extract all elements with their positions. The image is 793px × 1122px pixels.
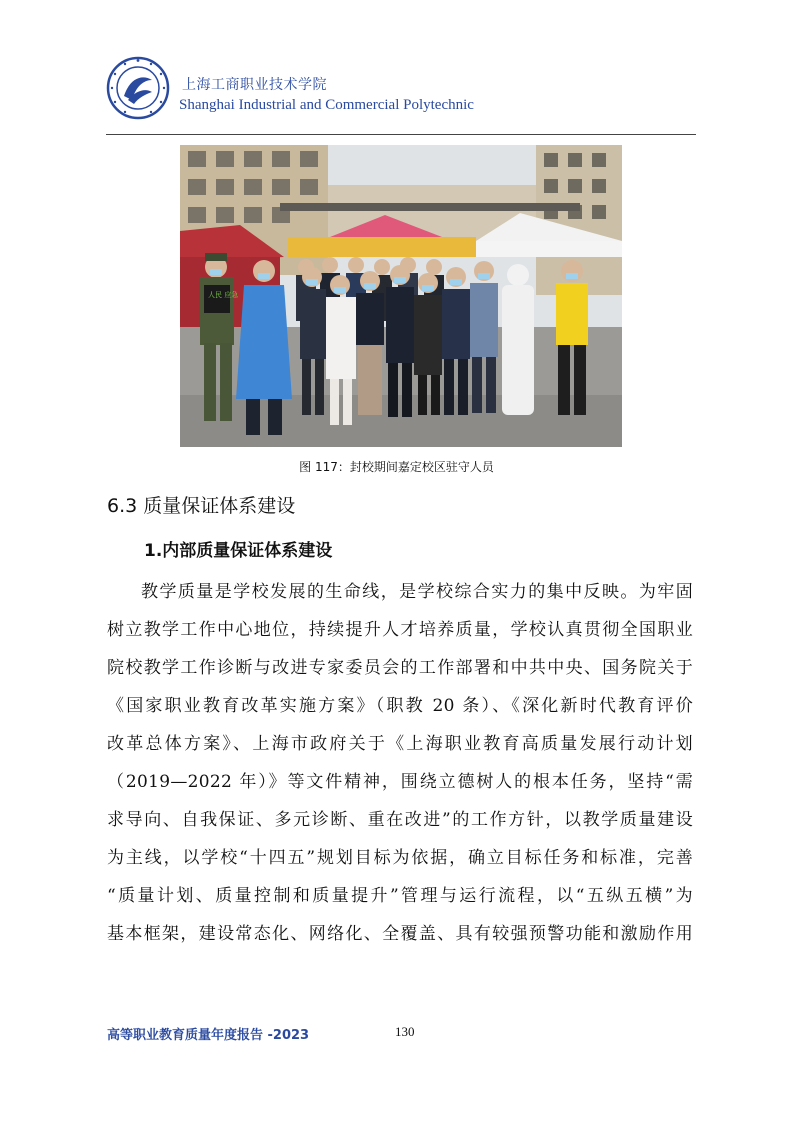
section-heading: 6.3 质量保证体系建设	[107, 495, 296, 517]
paragraph-line: 为主线，以学校“十四五”规划目标为依据，确立目标任务和标准，完善	[107, 848, 693, 868]
body-paragraph	[107, 573, 693, 953]
subsection-heading: 1.内部质量保证体系建设	[144, 541, 333, 561]
paragraph-line: 教学质量是学校发展的生命线，是学校综合实力的集中反映。为牢固	[141, 582, 693, 602]
school-name-cn: 上海工商职业技术学院	[182, 77, 327, 93]
paragraph-line: 基本框架，建设常态化、网络化、全覆盖、具有较强预警功能和激励作用	[107, 924, 693, 944]
vest-label: 人民 应急	[208, 291, 239, 299]
school-logo-icon	[106, 56, 170, 120]
header-divider	[106, 134, 696, 135]
figure-caption: 图 117：封校期间嘉定校区驻守人员	[299, 460, 494, 474]
paragraph-line: “质量计划、质量控制和质量提升”管理与运行流程，以“五纵五横”为	[107, 886, 693, 906]
paragraph-line: 《国家职业教育改革实施方案》（职教 20 条）、《深化新时代教育评价	[107, 696, 693, 716]
page-number: 130	[395, 1024, 415, 1039]
school-name-en: Shanghai Industrial and Commercial Polytechnic	[179, 97, 474, 113]
footer-report-title: 高等职业教育质量年度报告 -2023	[107, 1028, 310, 1043]
paragraph-line: 改革总体方案》、上海市政府关于《上海职业教育高质量发展行动计划	[107, 734, 693, 754]
paragraph-line: 院校教学工作诊断与改进专家委员会的工作部署和中共中央、国务院关于	[107, 658, 693, 678]
staff-group-photo	[180, 145, 622, 447]
group-photo-illustration	[180, 145, 622, 447]
page-header	[106, 52, 696, 136]
paragraph-line: （2019—2022 年）》等文件精神，围绕立德树人的根本任务，坚持“需	[107, 772, 693, 792]
paragraph-line: 求导向、自我保证、多元诊断、重在改进”的工作方针，以教学质量建设	[107, 810, 693, 830]
paragraph-line: 树立教学工作中心地位，持续提升人才培养质量，学校认真贯彻全国职业	[107, 620, 693, 640]
